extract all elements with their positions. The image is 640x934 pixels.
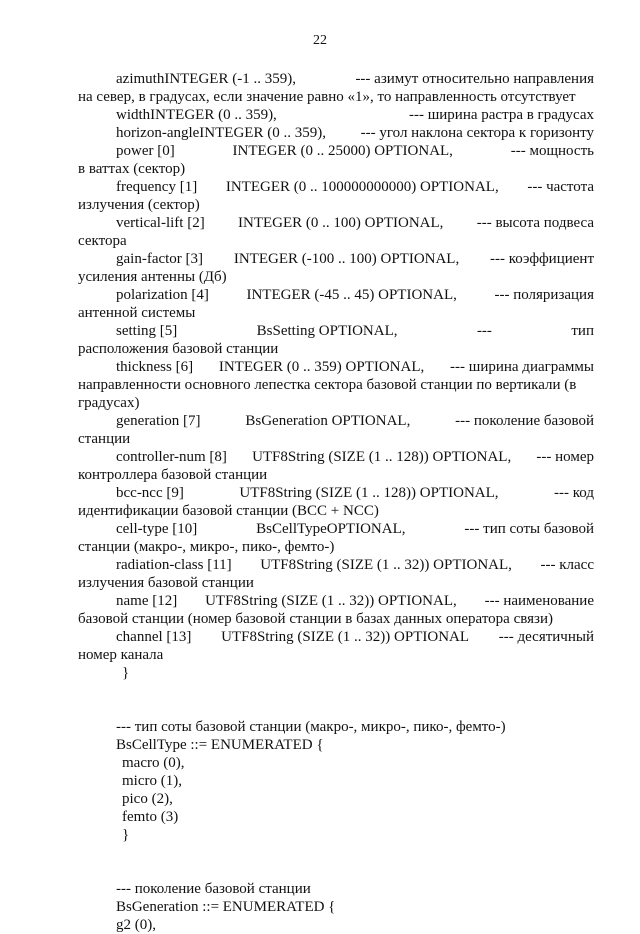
field-line bbox=[78, 556, 594, 574]
spacer bbox=[78, 700, 594, 718]
spacer bbox=[78, 682, 594, 700]
field-part: --- угол наклона сектора к горизонту bbox=[360, 125, 594, 141]
field-part: --- наименование bbox=[484, 593, 594, 609]
field-entry bbox=[78, 592, 594, 628]
field-entry bbox=[78, 448, 594, 484]
enum-value: g2 (0), bbox=[116, 917, 156, 933]
field-part: gain-factor [3] bbox=[116, 251, 204, 267]
field-part: azimuthINTEGER (-1 .. 359), bbox=[116, 71, 296, 87]
field-line bbox=[78, 70, 594, 88]
generation-comment: --- поколение базовой станции bbox=[116, 881, 311, 897]
page-number: 22 bbox=[313, 33, 327, 48]
field-line bbox=[78, 520, 594, 538]
field-part: UTF8String (SIZE (1 .. 32)) OPTIONAL, bbox=[260, 557, 512, 573]
field-entry bbox=[78, 106, 594, 124]
field-part: channel [13] bbox=[116, 629, 192, 645]
generation-declaration: BsGeneration ::= ENUMERATED { bbox=[116, 899, 336, 915]
field-part: BsSetting OPTIONAL, bbox=[256, 323, 398, 339]
field-line bbox=[78, 628, 594, 646]
closing-brace: } bbox=[122, 665, 130, 681]
field-line bbox=[78, 250, 594, 268]
field-part: setting [5] bbox=[116, 323, 178, 339]
field-line bbox=[78, 322, 594, 340]
field-comment-continuation: излучения (сектор) bbox=[78, 197, 200, 213]
field-part: widthINTEGER (0 .. 359), bbox=[116, 107, 277, 123]
field-part: UTF8String (SIZE (1 .. 32)) OPTIONAL bbox=[221, 629, 470, 645]
field-line bbox=[78, 286, 594, 304]
celltype-comment: --- тип соты базовой станции (макро-, микро-, пико-, фемто-) bbox=[116, 719, 506, 735]
field-part: INTEGER (0 .. 100) OPTIONAL, bbox=[238, 215, 444, 231]
spacer bbox=[78, 844, 594, 862]
field-comment-continuation: на север, в градусах, если значение равно «1», то направленность отсутствует bbox=[78, 89, 576, 105]
field-entry bbox=[78, 178, 594, 214]
field-part: --- номер bbox=[536, 449, 594, 465]
field-comment-continuation: направленности основного лепестка сектора базовой станции по вертикали (в градусах) bbox=[78, 377, 577, 411]
enum-value: femto (3) bbox=[122, 809, 179, 825]
field-entry bbox=[78, 250, 594, 286]
field-part: UTF8String (SIZE (1 .. 128)) OPTIONAL, bbox=[252, 449, 512, 465]
field-part: --- азимут относительно направления bbox=[355, 71, 594, 87]
field-part: --- коэффициент bbox=[490, 251, 594, 267]
field-part: --- высота подвеса bbox=[476, 215, 594, 231]
enum-value: micro (1), bbox=[122, 773, 182, 789]
field-part: polarization [4] bbox=[116, 287, 209, 303]
field-part: generation [7] bbox=[116, 413, 201, 429]
field-entry bbox=[78, 556, 594, 592]
field-part: --- мощность bbox=[510, 143, 594, 159]
field-line bbox=[78, 106, 594, 124]
field-part: INTEGER (0 .. 100000000000) OPTIONAL, bbox=[225, 179, 499, 195]
field-part: BsGeneration OPTIONAL, bbox=[245, 413, 411, 429]
field-part: тип bbox=[571, 323, 594, 339]
asn1-listing bbox=[78, 70, 594, 934]
field-line bbox=[78, 142, 594, 160]
field-part: --- ширина диаграммы bbox=[450, 359, 594, 375]
field-comment-continuation: базовой станции (номер базовой станции в базах данных оператора связи) bbox=[78, 611, 553, 627]
field-part: power [0] bbox=[116, 143, 175, 159]
field-comment-continuation: сектора bbox=[78, 233, 127, 249]
field-comment-continuation: контроллера базовой станции bbox=[78, 467, 268, 483]
field-part: BsCellTypeOPTIONAL, bbox=[256, 521, 406, 537]
field-part: cell-type [10] bbox=[116, 521, 198, 537]
field-entry bbox=[78, 214, 594, 250]
field-part: --- частота bbox=[527, 179, 594, 195]
field-entry bbox=[78, 412, 594, 448]
field-entry bbox=[78, 142, 594, 178]
field-entry bbox=[78, 70, 594, 106]
field-part: frequency [1] bbox=[116, 179, 198, 195]
field-entry bbox=[78, 358, 594, 412]
field-comment-continuation: станции (макро-, микро-, пико-, фемто-) bbox=[78, 539, 335, 555]
field-comment-continuation: усиления антенны (Дб) bbox=[78, 269, 227, 285]
field-part: --- bbox=[476, 323, 492, 339]
field-part: bcc-ncc [9] bbox=[116, 485, 184, 501]
spacer bbox=[78, 862, 594, 880]
field-part: --- код bbox=[554, 485, 594, 501]
celltype-declaration: BsCellType ::= ENUMERATED { bbox=[116, 737, 324, 753]
field-comment-continuation: идентификации базовой станции (BCC + NCC) bbox=[78, 503, 379, 519]
field-part: name [12] bbox=[116, 593, 178, 609]
field-line bbox=[78, 484, 594, 502]
field-line bbox=[78, 178, 594, 196]
field-comment-continuation: в ваттах (сектор) bbox=[78, 161, 186, 177]
enum-value: macro (0), bbox=[122, 755, 185, 771]
field-line bbox=[78, 214, 594, 232]
field-part: UTF8String (SIZE (1 .. 128)) OPTIONAL, bbox=[239, 485, 499, 501]
field-comment-continuation: расположения базовой станции bbox=[78, 341, 279, 357]
field-part: UTF8String (SIZE (1 .. 32)) OPTIONAL, bbox=[205, 593, 457, 609]
celltype-closing-brace: } bbox=[122, 827, 130, 843]
field-comment-continuation: номер канала bbox=[78, 647, 164, 663]
field-line bbox=[78, 448, 594, 466]
field-entry bbox=[78, 484, 594, 520]
field-comment-continuation: станции bbox=[78, 431, 131, 447]
field-line bbox=[78, 358, 594, 376]
field-part: INTEGER (-45 .. 45) OPTIONAL, bbox=[246, 287, 457, 303]
field-entry bbox=[78, 628, 594, 664]
field-entry bbox=[78, 124, 594, 142]
field-line bbox=[78, 412, 594, 430]
field-entry bbox=[78, 520, 594, 556]
field-part: --- десятичный bbox=[498, 629, 594, 645]
field-entry bbox=[78, 322, 594, 358]
field-part: vertical-lift [2] bbox=[116, 215, 205, 231]
field-part: --- ширина растра в градусах bbox=[408, 107, 594, 123]
enum-value: pico (2), bbox=[122, 791, 173, 807]
field-part: INTEGER (0 .. 359) OPTIONAL, bbox=[218, 359, 425, 375]
field-line bbox=[78, 592, 594, 610]
field-part: horizon-angleINTEGER (0 .. 359), bbox=[116, 125, 326, 141]
field-part: --- тип соты базовой bbox=[464, 521, 594, 537]
field-part: thickness [6] bbox=[116, 359, 194, 375]
field-part: INTEGER (0 .. 25000) OPTIONAL, bbox=[232, 143, 453, 159]
field-part: controller-num [8] bbox=[116, 449, 227, 465]
field-part: --- поколение базовой bbox=[455, 413, 594, 429]
field-part: --- класс bbox=[540, 557, 594, 573]
field-entry bbox=[78, 286, 594, 322]
field-part: --- поляризация bbox=[494, 287, 594, 303]
field-part: INTEGER (-100 .. 100) OPTIONAL, bbox=[233, 251, 460, 267]
field-comment-continuation: антенной системы bbox=[78, 305, 196, 321]
field-line bbox=[78, 124, 594, 142]
field-comment-continuation: излучения базовой станции bbox=[78, 575, 254, 591]
field-part: radiation-class [11] bbox=[116, 557, 232, 573]
